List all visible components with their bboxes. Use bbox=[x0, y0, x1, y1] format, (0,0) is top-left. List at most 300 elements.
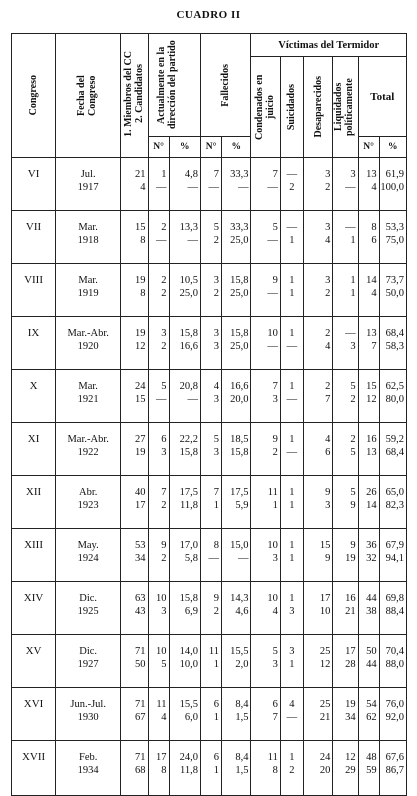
cell-suic bbox=[280, 741, 303, 796]
cell-value: 19 bbox=[135, 328, 146, 339]
cell-value: 1 bbox=[289, 434, 295, 445]
cell-liq bbox=[333, 211, 358, 264]
cell-value: 2 bbox=[325, 182, 331, 193]
cell-congreso: IX bbox=[12, 317, 56, 370]
cell-value: 1 bbox=[289, 752, 295, 763]
cell-tot-n bbox=[358, 476, 379, 529]
cell-value: 29 bbox=[345, 765, 356, 776]
cell-miembros bbox=[121, 158, 148, 211]
cell-tot-n bbox=[358, 370, 379, 423]
cell-congreso: XVII bbox=[12, 741, 56, 796]
cell-value: 59,2 bbox=[385, 434, 404, 445]
header-fal-pct: % bbox=[222, 137, 251, 158]
cell-value: 22,2 bbox=[179, 434, 199, 445]
cell-value: 7 bbox=[272, 381, 278, 392]
cell-value: 6,9 bbox=[184, 606, 199, 617]
cell-suic bbox=[280, 264, 303, 317]
cell-value: 13 bbox=[366, 169, 377, 180]
cell-value: 6 bbox=[161, 434, 167, 445]
header-act-pct: % bbox=[169, 137, 201, 158]
cell-value: 5 bbox=[350, 447, 356, 458]
cell-act-p bbox=[169, 211, 201, 264]
cell-value: 2 bbox=[272, 447, 278, 458]
cell-value: 7 bbox=[325, 394, 331, 405]
cell-value: 7 bbox=[371, 341, 377, 352]
cell-cond bbox=[251, 264, 280, 317]
cell-value: 2 bbox=[325, 328, 331, 339]
cell-congreso: X bbox=[12, 370, 56, 423]
fecha-line: 1923 bbox=[77, 500, 99, 511]
cell-value: 6 bbox=[213, 752, 220, 763]
cell-value: 15,5 bbox=[179, 699, 199, 710]
header-tot-n: N° bbox=[358, 137, 379, 158]
fecha-line: 1917 bbox=[77, 182, 99, 193]
cell-fal-p bbox=[222, 158, 251, 211]
cell-value: 2 bbox=[161, 500, 167, 511]
cell-congreso: VII bbox=[12, 211, 56, 264]
fecha-line: 1919 bbox=[77, 288, 99, 299]
cell-value: 1 bbox=[289, 381, 295, 392]
cell-value: 25,0 bbox=[230, 235, 249, 246]
cell-value: 15 bbox=[319, 540, 331, 551]
cell-value: 1 bbox=[289, 235, 295, 246]
cell-cond bbox=[251, 370, 280, 423]
cell-value: 9 bbox=[272, 434, 278, 445]
cell-value: 67,9 bbox=[385, 540, 404, 551]
cell-value: 1 bbox=[213, 712, 220, 723]
cell-fal-p bbox=[222, 264, 251, 317]
cell-miembros bbox=[121, 317, 148, 370]
cell-value: 12 bbox=[345, 752, 356, 763]
cell-value: 7 bbox=[161, 487, 167, 498]
cell-value: — bbox=[286, 169, 298, 180]
table-row bbox=[12, 688, 407, 741]
cell-tot-n bbox=[358, 211, 379, 264]
cell-value: — bbox=[286, 712, 298, 723]
cell-fecha bbox=[56, 529, 121, 582]
cell-fal-p bbox=[222, 476, 251, 529]
cell-value: 14 bbox=[366, 275, 377, 286]
cell-value: 75,0 bbox=[385, 235, 404, 246]
fecha-line: Jun.-Jul. bbox=[70, 699, 106, 710]
cell-value: 15,8 bbox=[230, 447, 249, 458]
cell-value: 1,5 bbox=[235, 712, 249, 723]
cell-value: 3 bbox=[325, 275, 331, 286]
cell-value: 25,0 bbox=[230, 288, 249, 299]
cell-value: 5 bbox=[213, 222, 220, 233]
cell-value: 82,3 bbox=[385, 500, 404, 511]
cell-tot-p bbox=[379, 476, 406, 529]
cell-miembros bbox=[121, 529, 148, 582]
cell-value: — bbox=[286, 447, 298, 458]
cell-desap bbox=[303, 158, 332, 211]
cell-value: — bbox=[345, 222, 356, 233]
cell-value: 2 bbox=[161, 288, 167, 299]
header-fecha: Fecha del Congreso bbox=[56, 34, 121, 158]
cell-cond bbox=[251, 317, 280, 370]
cell-act-n bbox=[148, 635, 169, 688]
cell-value: 8,4 bbox=[235, 699, 249, 710]
cell-value: 2 bbox=[289, 765, 295, 776]
cell-value: 1 bbox=[350, 275, 356, 286]
table-row bbox=[12, 211, 407, 264]
cell-fal-n bbox=[201, 158, 222, 211]
cell-value: — bbox=[286, 341, 298, 352]
cell-desap bbox=[303, 582, 332, 635]
cell-tot-n bbox=[358, 529, 379, 582]
cell-value: 19 bbox=[135, 275, 146, 286]
table-row bbox=[12, 582, 407, 635]
cell-act-p bbox=[169, 529, 201, 582]
cell-value: 8 bbox=[140, 235, 146, 246]
cell-fal-n bbox=[201, 529, 222, 582]
cell-value: 34 bbox=[345, 712, 356, 723]
cell-value: 4,6 bbox=[235, 606, 249, 617]
cell-value: 10 bbox=[267, 328, 278, 339]
cell-congreso: XVI bbox=[12, 688, 56, 741]
header-desaparecidos: Desaparecidos bbox=[303, 57, 332, 158]
cell-cond bbox=[251, 529, 280, 582]
cell-value: 11 bbox=[267, 752, 278, 763]
cell-value: 9 bbox=[213, 593, 220, 604]
cell-fal-p bbox=[222, 688, 251, 741]
cell-congreso: VIII bbox=[12, 264, 56, 317]
fecha-line: Mar. bbox=[78, 275, 98, 286]
cell-miembros bbox=[121, 635, 148, 688]
cell-value: 20,8 bbox=[179, 381, 199, 392]
table-row bbox=[12, 529, 407, 582]
table-row bbox=[12, 370, 407, 423]
cell-fal-n bbox=[201, 264, 222, 317]
cell-tot-p bbox=[379, 741, 406, 796]
header-act-n: N° bbox=[148, 137, 169, 158]
fecha-line: Dic. bbox=[79, 593, 98, 604]
cell-act-p bbox=[169, 582, 201, 635]
cell-value: — bbox=[237, 182, 249, 193]
cell-value: 1 bbox=[289, 288, 295, 299]
cell-value: 73,7 bbox=[385, 275, 404, 286]
cell-value: 1 bbox=[289, 593, 295, 604]
cell-congreso: XIV bbox=[12, 582, 56, 635]
cell-value: 1 bbox=[350, 235, 356, 246]
cell-congreso: XII bbox=[12, 476, 56, 529]
cell-value: 53,3 bbox=[385, 222, 404, 233]
cell-value: 62,5 bbox=[385, 381, 404, 392]
cell-value: 86,7 bbox=[385, 765, 404, 776]
cell-act-p bbox=[169, 741, 201, 796]
cell-fecha bbox=[56, 264, 121, 317]
cell-act-p bbox=[169, 317, 201, 370]
cell-fecha bbox=[56, 211, 121, 264]
cell-value: 15,5 bbox=[230, 646, 249, 657]
cell-fal-n bbox=[201, 582, 222, 635]
header-suicidados: Suicidados bbox=[280, 57, 303, 158]
cell-miembros bbox=[121, 476, 148, 529]
cell-value: 16,6 bbox=[230, 381, 249, 392]
cell-value: 14,0 bbox=[179, 646, 199, 657]
cell-miembros bbox=[121, 423, 148, 476]
cell-value: 68,4 bbox=[385, 447, 404, 458]
cell-value: 2 bbox=[213, 288, 220, 299]
fecha-line: May. bbox=[77, 540, 99, 551]
cell-fal-p bbox=[222, 423, 251, 476]
cell-value: 62 bbox=[366, 712, 377, 723]
cell-value: 3 bbox=[213, 328, 220, 339]
cell-value: 6 bbox=[213, 699, 220, 710]
cell-tot-n bbox=[358, 582, 379, 635]
fecha-line: Jul. bbox=[80, 169, 96, 180]
cell-value: 71 bbox=[135, 646, 146, 657]
cell-value: 94,1 bbox=[385, 553, 404, 564]
cell-value: 44 bbox=[366, 593, 377, 604]
cell-value: 5 bbox=[350, 487, 356, 498]
fecha-line: 1921 bbox=[77, 394, 99, 405]
cell-fal-n bbox=[201, 317, 222, 370]
cell-act-n bbox=[148, 264, 169, 317]
cell-value: 3 bbox=[272, 553, 278, 564]
cell-value: 10 bbox=[267, 593, 278, 604]
cell-value: 17,5 bbox=[230, 487, 249, 498]
cell-congreso: XV bbox=[12, 635, 56, 688]
cell-value: 3 bbox=[272, 659, 278, 670]
cell-value: — bbox=[237, 553, 249, 564]
cell-desap bbox=[303, 423, 332, 476]
cell-value: 9 bbox=[350, 540, 356, 551]
cell-value: 8 bbox=[161, 765, 167, 776]
cell-desap bbox=[303, 476, 332, 529]
cell-tot-p bbox=[379, 158, 406, 211]
cell-value: 63 bbox=[135, 593, 146, 604]
cell-value: 3 bbox=[161, 328, 167, 339]
cell-fecha bbox=[56, 476, 121, 529]
cell-value: 8 bbox=[272, 765, 278, 776]
cell-miembros bbox=[121, 688, 148, 741]
cell-value: 6 bbox=[272, 699, 278, 710]
cell-value: — bbox=[187, 182, 199, 193]
table-row bbox=[12, 264, 407, 317]
cell-value: 16,6 bbox=[179, 341, 199, 352]
cell-value: 1,5 bbox=[235, 765, 249, 776]
cell-value: 1 bbox=[213, 659, 220, 670]
cell-value: 76,0 bbox=[385, 699, 404, 710]
cell-value: 5,8 bbox=[184, 553, 199, 564]
table-row bbox=[12, 158, 407, 211]
cell-value: 13 bbox=[366, 328, 377, 339]
cell-tot-p bbox=[379, 688, 406, 741]
cell-value: 17 bbox=[156, 752, 167, 763]
cell-value: 17 bbox=[319, 593, 331, 604]
cell-cond bbox=[251, 476, 280, 529]
cell-value: 3 bbox=[289, 606, 295, 617]
cell-value: 10,0 bbox=[179, 659, 199, 670]
cell-value: 8,4 bbox=[235, 752, 249, 763]
cell-value: 17 bbox=[135, 500, 146, 511]
cell-value: 4 bbox=[325, 434, 331, 445]
fecha-line: 1924 bbox=[77, 553, 99, 564]
cell-value: 50 bbox=[366, 646, 377, 657]
cell-miembros bbox=[121, 264, 148, 317]
cell-value: 68,4 bbox=[385, 328, 404, 339]
cell-fal-n bbox=[201, 635, 222, 688]
cell-tot-p bbox=[379, 264, 406, 317]
cell-value: 8 bbox=[140, 288, 146, 299]
cell-value: 10 bbox=[319, 606, 331, 617]
cell-value: 25,0 bbox=[179, 288, 199, 299]
cell-fal-p bbox=[222, 317, 251, 370]
cell-value: 4 bbox=[325, 235, 331, 246]
cell-value: 1 bbox=[213, 500, 220, 511]
cell-value: 26 bbox=[366, 487, 377, 498]
header-miembros-2: 2. Candidatos bbox=[134, 64, 146, 124]
cell-value: 3 bbox=[325, 169, 331, 180]
header-liquidados: Liquidados políticamente bbox=[333, 57, 358, 158]
cell-act-p bbox=[169, 264, 201, 317]
cell-act-p bbox=[169, 635, 201, 688]
cell-value: 16 bbox=[345, 593, 356, 604]
cell-value: 4 bbox=[213, 381, 220, 392]
cell-fal-n bbox=[201, 741, 222, 796]
cell-desap bbox=[303, 635, 332, 688]
cell-congreso: XIII bbox=[12, 529, 56, 582]
fecha-line: 1922 bbox=[77, 447, 99, 458]
fecha-line: Mar. bbox=[78, 381, 98, 392]
cell-act-n bbox=[148, 529, 169, 582]
cell-value: 2,0 bbox=[235, 659, 249, 670]
cell-value: 36 bbox=[366, 540, 377, 551]
cell-value: 13 bbox=[366, 447, 377, 458]
cell-value: 5 bbox=[272, 222, 278, 233]
cell-act-n bbox=[148, 688, 169, 741]
cell-value: 71 bbox=[135, 699, 146, 710]
header-miembros bbox=[121, 34, 148, 158]
cell-value: 19 bbox=[135, 447, 146, 458]
cell-value: 2 bbox=[325, 381, 331, 392]
cell-value: 1 bbox=[289, 540, 295, 551]
cell-value: 1 bbox=[213, 765, 220, 776]
cell-tot-n bbox=[358, 741, 379, 796]
cell-fal-p bbox=[222, 741, 251, 796]
cell-value: 15,8 bbox=[179, 328, 199, 339]
cell-value: 3 bbox=[350, 169, 356, 180]
cell-value: 3 bbox=[213, 275, 220, 286]
table-row bbox=[12, 476, 407, 529]
cell-value: 92,0 bbox=[385, 712, 404, 723]
cell-value: 17,5 bbox=[179, 487, 199, 498]
cell-desap bbox=[303, 688, 332, 741]
cell-value: — bbox=[187, 235, 199, 246]
cell-value: 50 bbox=[135, 659, 146, 670]
cell-act-n bbox=[148, 370, 169, 423]
cell-value: 19 bbox=[345, 699, 356, 710]
cell-value: 3 bbox=[213, 447, 220, 458]
cell-value: 21 bbox=[319, 712, 331, 723]
cell-miembros bbox=[121, 211, 148, 264]
cell-desap bbox=[303, 529, 332, 582]
cell-value: 20 bbox=[319, 765, 331, 776]
cell-suic bbox=[280, 688, 303, 741]
cell-value: 2 bbox=[161, 553, 167, 564]
cell-value: 9 bbox=[350, 500, 356, 511]
header-fal-n: N° bbox=[201, 137, 222, 158]
cell-value: 11 bbox=[208, 646, 220, 657]
cell-value: 4 bbox=[161, 712, 167, 723]
fecha-line: 1934 bbox=[77, 765, 99, 776]
cell-tot-n bbox=[358, 264, 379, 317]
cell-liq bbox=[333, 688, 358, 741]
cell-tot-p bbox=[379, 582, 406, 635]
cell-tot-p bbox=[379, 317, 406, 370]
cell-value: 10 bbox=[156, 646, 167, 657]
cell-value: 100,0 bbox=[380, 182, 404, 193]
cell-desap bbox=[303, 317, 332, 370]
cell-value: 3 bbox=[289, 646, 295, 657]
cell-value: 11 bbox=[156, 699, 167, 710]
cell-value: 2 bbox=[213, 235, 220, 246]
cell-value: 21 bbox=[345, 606, 356, 617]
cell-value: — bbox=[267, 341, 278, 352]
header-fallecidos: Fallecidos bbox=[201, 34, 251, 137]
fecha-line: Mar.-Abr. bbox=[67, 434, 109, 445]
cell-value: 2 bbox=[350, 394, 356, 405]
cell-value: — bbox=[345, 182, 356, 193]
cell-value: 5 bbox=[161, 659, 167, 670]
cell-cond bbox=[251, 635, 280, 688]
cell-value: 13,3 bbox=[179, 222, 199, 233]
cell-value: 7 bbox=[213, 169, 220, 180]
cell-value: 40 bbox=[135, 487, 146, 498]
cell-value: 25 bbox=[319, 646, 331, 657]
cell-fecha bbox=[56, 370, 121, 423]
cell-value: 88,0 bbox=[385, 659, 404, 670]
cell-value: 9 bbox=[272, 275, 278, 286]
cell-value: 3 bbox=[161, 606, 167, 617]
cell-value: 50,0 bbox=[385, 288, 404, 299]
cell-cond bbox=[251, 688, 280, 741]
cell-value: 7 bbox=[272, 169, 278, 180]
cell-value: 1 bbox=[289, 275, 295, 286]
cell-value: 12 bbox=[135, 341, 146, 352]
cell-liq bbox=[333, 741, 358, 796]
cell-value: 1 bbox=[289, 553, 295, 564]
cell-value: 71 bbox=[135, 752, 146, 763]
cell-value: 8 bbox=[213, 540, 220, 551]
cell-value: 6 bbox=[325, 447, 331, 458]
cell-fecha bbox=[56, 423, 121, 476]
cell-value: 1 bbox=[350, 288, 356, 299]
cell-value: 4 bbox=[272, 606, 278, 617]
cell-value: — bbox=[286, 222, 298, 233]
cell-value: 2 bbox=[289, 182, 295, 193]
fecha-line: Dic. bbox=[79, 646, 98, 657]
cell-fal-n bbox=[201, 423, 222, 476]
cell-value: 48 bbox=[366, 752, 377, 763]
cell-value: 6,0 bbox=[184, 712, 199, 723]
cell-value: — bbox=[345, 328, 356, 339]
cell-value: 12 bbox=[319, 659, 331, 670]
cell-value: 2 bbox=[161, 275, 167, 286]
cell-value: 24 bbox=[135, 381, 146, 392]
cell-value: 17,0 bbox=[179, 540, 199, 551]
cell-value: 9 bbox=[325, 553, 331, 564]
cell-value: 69,8 bbox=[385, 593, 404, 604]
header-victimas: Víctimas del Termidor bbox=[251, 34, 407, 57]
cell-value: 12 bbox=[366, 394, 377, 405]
cell-liq bbox=[333, 582, 358, 635]
cell-act-n bbox=[148, 158, 169, 211]
cell-tot-n bbox=[358, 688, 379, 741]
header-total: Total bbox=[358, 57, 406, 137]
cell-value: 10 bbox=[156, 593, 167, 604]
